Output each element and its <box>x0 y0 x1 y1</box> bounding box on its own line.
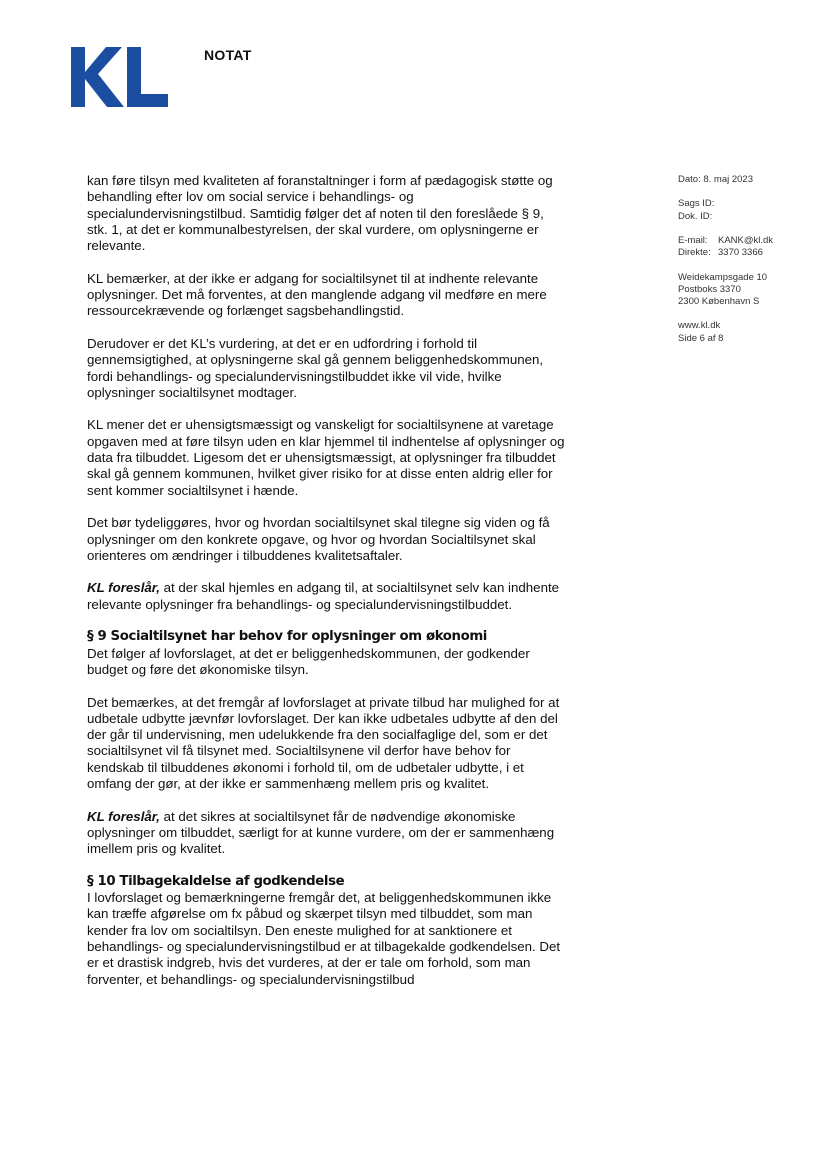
paragraph: Derudover er det KL’s vurdering, at det er en udfordring i forhold til gennemsigtighed, at oplysningerne skal gå gennem beliggenhedskommunen, fordi behandlings- og specialundervisningstilbuddet ikke vil vide, hvilke oplysninger socialtilsynet modtager. <box>87 335 544 400</box>
email-row <box>678 235 818 247</box>
proposal-text: at det sikres at socialtilsynet får de nødvendige økonomiske oplysninger om tilbuddet, særligt for at kunne vurdere, om der er sammenhæng imellem pris og kvalitet. <box>87 808 555 857</box>
paragraph: KL bemærker, at der ikke er adgang for socialtilsynet til at indhente relevante oplysninger. Det må forventes, at den manglende adgang vil medføre en mere ressourcekrævende og forlænget sagsbehandlingstid. <box>87 270 547 319</box>
section-heading-9: § 9 Socialtilsynet har behov for oplysninger om økonomi <box>87 629 487 645</box>
proposal-paragraph <box>87 809 565 858</box>
kl-logo <box>71 47 168 107</box>
address-line-2: Postboks 3370 <box>678 283 741 295</box>
proposal-lead: KL foreslår, <box>87 580 160 596</box>
email-label: E-mail: <box>678 234 708 246</box>
dok-id: Dok. ID: <box>678 210 713 222</box>
document-body <box>87 173 565 988</box>
date: Dato: 8. maj 2023 <box>678 174 753 185</box>
address-line-3: 2300 København S <box>678 295 760 307</box>
website-link[interactable]: www.kl.dk <box>678 320 721 332</box>
phone-row <box>678 247 818 259</box>
phone-label: Direkte: <box>678 247 711 259</box>
email-value[interactable]: KANK@kl.dk <box>718 234 774 246</box>
section-heading-10: § 10 Tilbagekaldelse af godkendelse <box>87 873 345 889</box>
sidebar-meta <box>678 174 818 345</box>
page-number: Side 6 af 8 <box>678 332 724 344</box>
phone-value: 3370 3366 <box>718 247 763 259</box>
paragraph: I lovforslaget og bemærkningerne fremgår det, at beliggenhedskommunen ikke kan træffe afgørelse om fx påbud og skærpet tilsyn med tilbuddet, som man kender fra lov om socialtilsyn. Den eneste mulighed for at sanktionere et behandlings- og specialundervisningstilbud er at tilbagekalde godkendelsen. Det er et drastisk indgreb, hvis det vurderes, at der er tale om forhold, som man forventer, et behandlings- og specialundervisningstilbud <box>87 890 561 987</box>
paragraph: Det bør tydeliggøres, hvor og hvordan socialtilsynet skal tilegne sig viden og få oplysninger om den konkrete opgave, og hvor og hvordan Socialtilsynet skal orienteres om ændringer i tilbuddenes kvalitetsaftaler. <box>87 515 550 563</box>
paragraph: Det bemærkes, at det fremgår af lovforslaget at private tilbud har mulighed for at udbetale udbytte jævnfør lovforslaget. Der kan ikke udbetales udbytte af den del der går til undervisning, men udelukkende fra den socialfaglige del, som er det socialtilsynet vil få tilsynet med. Socialtilsynene vil derfor have behov for kendskab til tilbuddenes økonomi i forhold til, om de udbetaler udbytte, i et omfang der gør, at der ikke er sammenhæng mellem pris og kvalitet. <box>87 694 560 791</box>
proposal-paragraph <box>87 580 565 613</box>
document-type: NOTAT <box>204 47 252 63</box>
proposal-text: at der skal hjemles en adgang til, at socialtilsynet selv kan indhente relevante oplysninger fra behandlings- og specialundervisningstilbuddet. <box>87 580 560 612</box>
paragraph: Det følger af lovforslaget, at det er beliggenhedskommunen, der godkender budget og føre det økonomiske tilsyn. <box>87 645 530 677</box>
kl-logo-mark <box>71 47 168 107</box>
paragraph: kan føre tilsyn med kvaliteten af foranstaltninger i form af pædagogisk støtte og behandling efter lov om social service i behandlings- og specialundervisningstilbud. Samtidig følger det af noten til den foreslåede § 9, stk. 1, at det er kommunalbestyrelsen, der skal vurdere, om oplysningerne er relevante. <box>87 173 553 254</box>
address-line-1: Weidekampsgade 10 <box>678 271 768 283</box>
paragraph: KL mener det er uhensigtsmæssigt og vanskeligt for socialtilsynene at varetage opgaven med at føre tilsyn uden en klar hjemmel til indhentelse af oplysninger og data fra tilbuddet. Ligesom det er uhensigtsmæssigt, at oplysninger fra tilbuddet skal gå gennem kommunen, hvilket giver risiko for at disse enten aldrig eller for sent kommer socialtilsynet i hænde. <box>87 417 565 498</box>
proposal-lead: KL foreslår, <box>87 808 160 824</box>
sags-id: Sags ID: <box>678 198 715 210</box>
